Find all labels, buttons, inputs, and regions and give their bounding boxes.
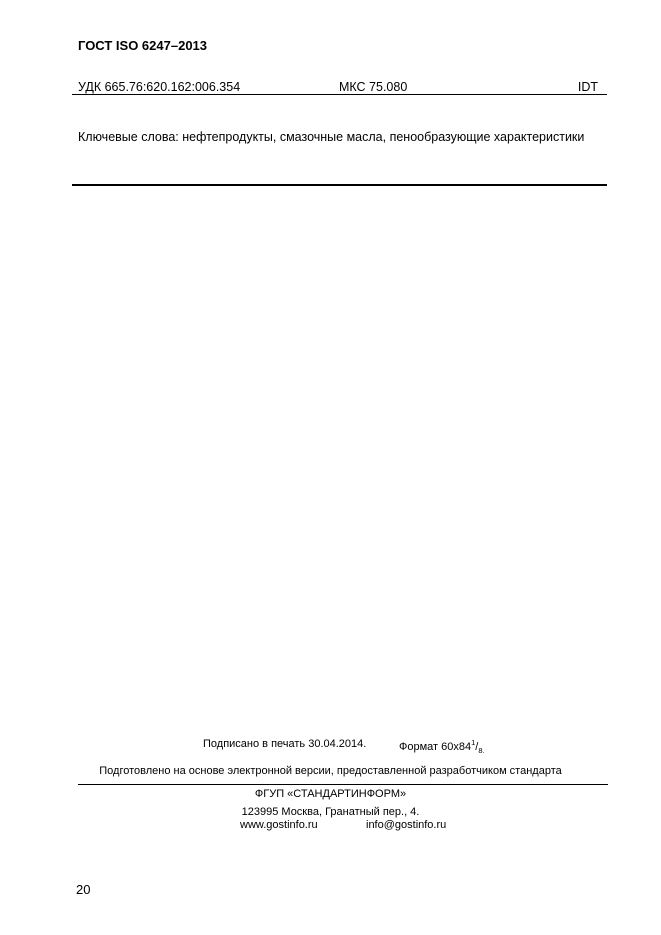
publisher-website: www.gostinfo.ru	[240, 819, 318, 831]
publisher-email: info@gostinfo.ru	[366, 819, 447, 831]
format-numerator: 1	[471, 738, 476, 747]
mks-code: МКС 75.080	[339, 80, 408, 94]
format-prefix: Формат 60х84	[399, 741, 472, 753]
keywords-paragraph: Ключевые слова: нефтепродукты, смазочные масла, пенообразующие характеристики	[78, 130, 585, 144]
page-number: 20	[76, 882, 91, 897]
format-slash: /	[475, 741, 479, 753]
signed-date: Подписано в печать 30.04.2014.	[203, 738, 367, 750]
prepared-note: Подготовлено на основе электронной версии, предоставленной разработчиком стандарта	[99, 765, 562, 777]
format-suffix: .	[482, 746, 485, 755]
divider-top	[72, 94, 607, 95]
publisher-name: ФГУП «СТАНДАРТИНФОРМ»	[254, 788, 407, 800]
divider-bottom	[72, 184, 607, 186]
divider-imprint	[78, 784, 608, 785]
standard-header: ГОСТ ISO 6247–2013	[78, 38, 208, 53]
publisher-address: 123995 Москва, Гранатный пер., 4.	[241, 806, 420, 818]
format-denominator: 8	[478, 746, 483, 755]
paper-format	[399, 738, 485, 755]
udk-code: УДК 665.76:620.162:006.354	[78, 80, 241, 94]
equivalence-degree: IDT	[577, 80, 598, 94]
